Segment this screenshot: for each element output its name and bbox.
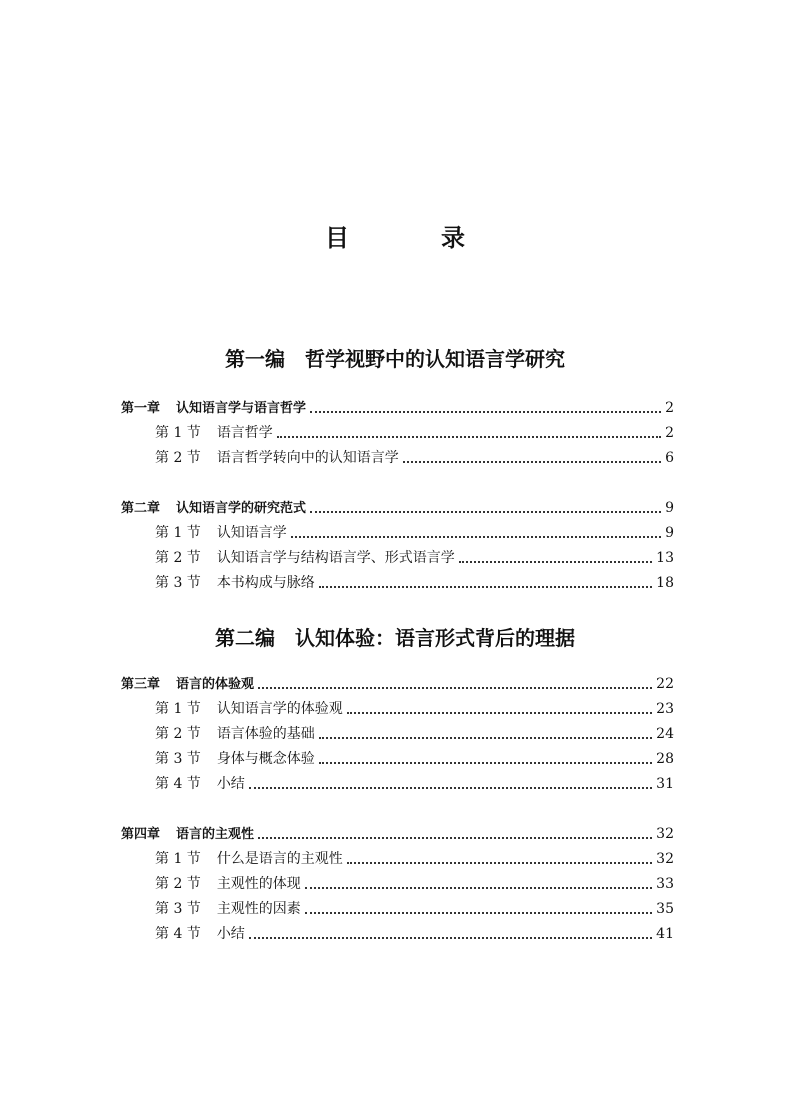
page-number: 41 <box>656 926 674 942</box>
section-title: 小结 <box>216 776 245 792</box>
toc-section[interactable] <box>155 571 674 596</box>
dot-leader <box>347 711 652 714</box>
section-label: 第 1 节 <box>155 425 201 441</box>
dot-leader <box>249 786 652 789</box>
section-title: 什么是语言的主观性 <box>216 851 343 867</box>
section-label: 第 2 节 <box>155 550 201 566</box>
chapter-title: 语言的主观性 <box>176 827 255 842</box>
toc-section[interactable] <box>155 772 674 797</box>
toc-chapter-1[interactable] <box>121 396 674 421</box>
page-number: 32 <box>656 851 674 867</box>
page-number: 2 <box>665 425 674 441</box>
toc-chapter-4[interactable] <box>121 822 674 847</box>
section-title: 语言哲学转向中的认知语言学 <box>216 450 399 466</box>
page-number: 18 <box>656 575 674 591</box>
section-title: 本书构成与脉络 <box>216 575 315 591</box>
page-number: 9 <box>665 500 674 516</box>
section-title: 语言哲学 <box>216 425 273 441</box>
page-number: 28 <box>656 751 674 767</box>
section-label: 第 4 节 <box>155 776 201 792</box>
page-number: 6 <box>665 450 674 466</box>
part-heading-1: 第一编 哲学视野中的认知语言学研究 <box>225 347 565 371</box>
page-number: 35 <box>656 901 674 917</box>
toc-section[interactable] <box>155 897 674 922</box>
section-label: 第 2 节 <box>155 450 201 466</box>
chapter-title: 认知语言学与语言哲学 <box>176 401 307 416</box>
toc-section[interactable] <box>155 421 674 446</box>
page-number: 13 <box>656 550 674 566</box>
section-label: 第 3 节 <box>155 901 201 917</box>
toc-section[interactable] <box>155 546 674 571</box>
page-number: 2 <box>665 400 674 416</box>
section-title: 语言体验的基础 <box>216 726 315 742</box>
chapter-title: 认知语言学的研究范式 <box>176 501 307 516</box>
section-label: 第 1 节 <box>155 525 201 541</box>
section-label: 第 1 节 <box>155 701 201 717</box>
section-title: 认知语言学与结构语言学、形式语言学 <box>216 550 455 566</box>
dot-leader <box>459 560 652 563</box>
dot-leader <box>319 761 652 764</box>
chapter-label: 第二章 <box>121 501 161 516</box>
page-number: 31 <box>656 776 674 792</box>
section-title: 主观性的因素 <box>216 901 301 917</box>
toc-chapter-2[interactable] <box>121 496 674 521</box>
page-number: 33 <box>656 876 674 892</box>
section-title: 身体与概念体验 <box>216 751 315 767</box>
dot-leader <box>347 861 652 864</box>
dot-leader <box>305 911 652 914</box>
dot-leader <box>305 886 652 889</box>
page-number: 9 <box>665 525 674 541</box>
dot-leader <box>403 460 661 463</box>
dot-leader <box>277 435 661 438</box>
toc-section[interactable] <box>155 722 674 747</box>
dot-leader <box>249 936 652 939</box>
dot-leader <box>258 836 652 839</box>
chapter-label: 第三章 <box>121 677 161 692</box>
dot-leader <box>291 535 661 538</box>
section-label: 第 3 节 <box>155 575 201 591</box>
toc-chapter-3[interactable] <box>121 672 674 697</box>
page-title: 目 录 <box>325 223 499 252</box>
toc-section[interactable] <box>155 872 674 897</box>
page-number: 24 <box>656 726 674 742</box>
section-label: 第 4 节 <box>155 926 201 942</box>
dot-leader <box>258 686 652 689</box>
chapter-label: 第一章 <box>121 401 161 416</box>
section-label: 第 2 节 <box>155 726 201 742</box>
page-number: 32 <box>656 826 674 842</box>
page-number: 22 <box>656 676 674 692</box>
toc-section[interactable] <box>155 521 674 546</box>
section-title: 认知语言学的体验观 <box>216 701 343 717</box>
section-title: 小结 <box>216 926 245 942</box>
toc-section[interactable] <box>155 747 674 772</box>
dot-leader <box>319 736 652 739</box>
toc-section[interactable] <box>155 922 674 947</box>
section-label: 第 2 节 <box>155 876 201 892</box>
chapter-title: 语言的体验观 <box>176 677 255 692</box>
toc-section[interactable] <box>155 697 674 722</box>
dot-leader <box>319 585 652 588</box>
chapter-label: 第四章 <box>121 827 161 842</box>
section-label: 第 1 节 <box>155 851 201 867</box>
toc-section[interactable] <box>155 847 674 872</box>
section-label: 第 3 节 <box>155 751 201 767</box>
section-title: 认知语言学 <box>216 525 287 541</box>
page-number: 23 <box>656 701 674 717</box>
toc-section[interactable] <box>155 446 674 471</box>
dot-leader <box>310 510 661 513</box>
dot-leader <box>310 410 661 413</box>
part-heading-2: 第二编 认知体验：语言形式背后的理据 <box>215 626 575 650</box>
section-title: 主观性的体现 <box>216 876 301 892</box>
